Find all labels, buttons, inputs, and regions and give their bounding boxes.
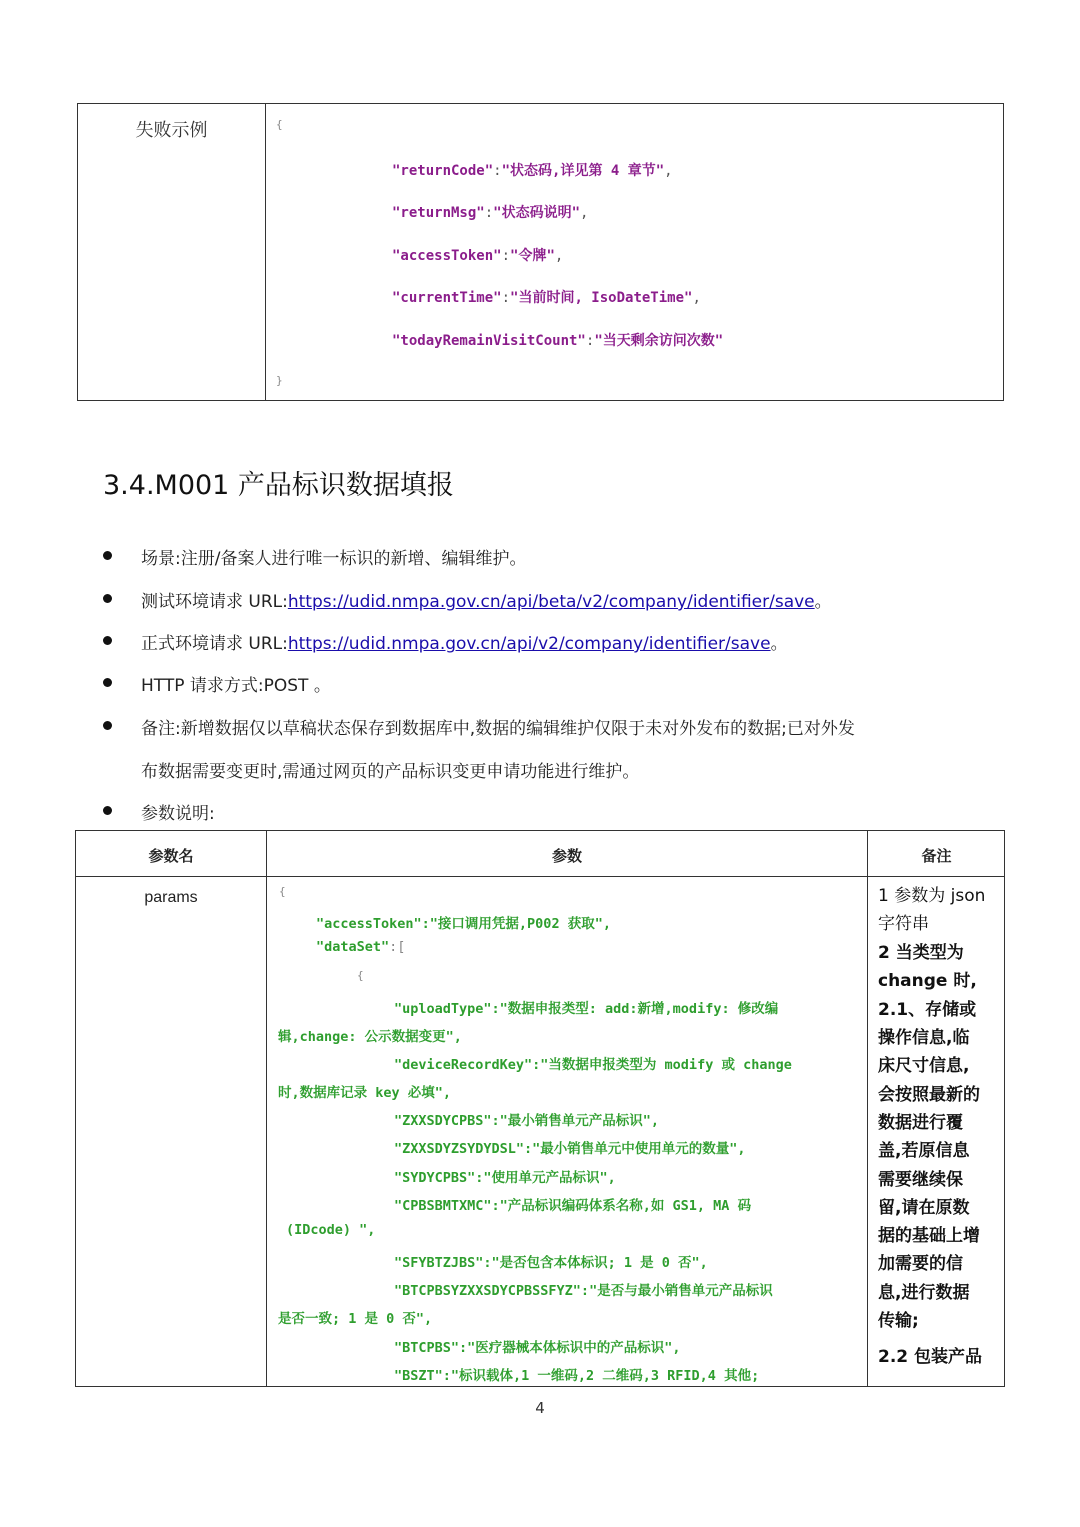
note-line: 息,进行数据 bbox=[878, 1283, 970, 1303]
bullet-remark-line2: 布数据需要变更时,需通过网页的产品标识变更申请功能进行维护。 bbox=[141, 762, 640, 782]
bullet-method: HTTP 请求方式:POST 。 bbox=[141, 676, 331, 696]
note-line: 留,请在原数 bbox=[878, 1198, 970, 1218]
code-device-record-key: "deviceRecordKey":"当数据申报类型为 modify 或 change bbox=[394, 1057, 792, 1073]
bullet-remark-line1: 备注:新增数据仅以草稿状态保存到数据库中,数据的编辑维护仅限于未对外发布的数据;已对外发 bbox=[141, 719, 855, 739]
note-line: 字符串 bbox=[878, 914, 929, 934]
note-line: 数据进行覆 bbox=[878, 1113, 963, 1133]
note-line: 会按照最新的 bbox=[878, 1085, 980, 1105]
bullet-dot bbox=[103, 721, 112, 730]
code-zxxsdycpbs: "ZXXSDYCPBS":"最小销售单元产品标识", bbox=[394, 1113, 660, 1129]
note-line: change 时, bbox=[878, 971, 977, 991]
header-param-name: 参数名 bbox=[148, 847, 194, 865]
code-inner-brace: { bbox=[357, 969, 364, 982]
page-number: 4 bbox=[535, 1399, 545, 1417]
code-btcpbs: "BTCPBS":"医疗器械本体标识中的产品标识", bbox=[394, 1340, 681, 1356]
bullet-params-intro: 参数说明: bbox=[141, 804, 215, 824]
json-line-currenttime: "currentTime":"当前时间, IsoDateTime", bbox=[392, 290, 701, 306]
failure-label-cell bbox=[78, 104, 266, 400]
failure-code-cell bbox=[266, 104, 1003, 400]
note-line: 2 当类型为 bbox=[878, 943, 964, 963]
close-brace: } bbox=[276, 374, 283, 387]
open-brace: { bbox=[276, 118, 283, 131]
bullet-scene: 场景:注册/备案人进行唯一标识的新增、编辑维护。 bbox=[141, 549, 527, 569]
note-line: 操作信息,临 bbox=[878, 1028, 970, 1048]
param-name-params: params bbox=[144, 889, 198, 906]
header-remark: 备注 bbox=[921, 847, 952, 865]
failure-label: 失败示例 bbox=[135, 120, 208, 141]
json-line-accesstoken: "accessToken":"令牌", bbox=[392, 248, 564, 264]
note-line: 据的基础上增 bbox=[878, 1226, 980, 1246]
note-line: 2.1、存储或 bbox=[878, 1000, 977, 1020]
code-zxxsdyzsydydsl: "ZXXSDYZSYDYDSL":"最小销售单元中使用单元的数量", bbox=[394, 1141, 746, 1157]
json-line-returnmsg: "returnMsg":"状态码说明", bbox=[392, 205, 589, 221]
bullet-dot bbox=[103, 636, 112, 645]
bullet-prod-url: 正式环境请求 URL:https://udid.nmpa.gov.cn/api/v2/company/identifier/save。 bbox=[141, 634, 788, 654]
code-cpbsbmtxmc: "CPBSBMTXMC":"产品标识编码体系名称,如 GS1, MA 码 bbox=[394, 1198, 752, 1214]
column-divider bbox=[266, 831, 267, 1386]
note-line: 床尺寸信息, bbox=[878, 1056, 970, 1076]
note-line: 2.2 包装产品 bbox=[878, 1347, 983, 1367]
header-param: 参数 bbox=[551, 847, 582, 865]
note-line: 盖,若原信息 bbox=[878, 1141, 970, 1161]
params-table bbox=[75, 830, 1005, 1387]
code-sydycpbs: "SYDYCPBS":"使用单元产品标识", bbox=[394, 1170, 616, 1186]
json-line-todayremain: "todayRemainVisitCount":"当天剩余访问次数" bbox=[392, 333, 724, 349]
column-divider bbox=[867, 831, 868, 1386]
note-line: 1 参数为 json bbox=[878, 886, 986, 906]
code-cpbsbmtxmc-cont: (IDcode) ", bbox=[286, 1222, 376, 1238]
section-heading: 3.4.M001 产品标识数据填报 bbox=[103, 470, 454, 501]
note-line: 加需要的信 bbox=[878, 1254, 963, 1274]
params-table-header bbox=[76, 831, 1004, 877]
failure-example-table bbox=[77, 103, 1004, 401]
note-line: 传输; bbox=[878, 1311, 919, 1331]
code-btcpbs-consistency-cont: 是否一致; 1 是 0 否", bbox=[278, 1311, 433, 1327]
code-sfybtzjbs: "SFYBTZJBS":"是否包含本体标识; 1 是 0 否", bbox=[394, 1255, 708, 1271]
note-line: 需要继续保 bbox=[878, 1170, 963, 1190]
bullet-dot bbox=[103, 551, 112, 560]
code-upload-type-cont: 辑,change: 公示数据变更", bbox=[278, 1029, 462, 1045]
bullet-test-url: 测试环境请求 URL:https://udid.nmpa.gov.cn/api/beta/v2/company/identifier/save。 bbox=[141, 592, 832, 612]
bullet-dot bbox=[103, 594, 112, 603]
code-dataset: "dataSet":[ bbox=[316, 939, 406, 955]
bullet-dot bbox=[103, 678, 112, 687]
test-url-link[interactable]: https://udid.nmpa.gov.cn/api/beta/v2/company/identifier/save bbox=[287, 592, 815, 612]
prod-url-link[interactable]: https://udid.nmpa.gov.cn/api/v2/company/identifier/save bbox=[287, 634, 771, 654]
code-bszt: "BSZT":"标识载体,1 一维码,2 二维码,3 RFID,4 其他; bbox=[394, 1368, 760, 1384]
json-line-returncode: "returnCode":"状态码,详见第 4 章节", bbox=[392, 163, 673, 179]
code-access-token: "accessToken":"接口调用凭据,P002 获取", bbox=[316, 916, 611, 932]
code-open-brace: { bbox=[279, 885, 286, 898]
code-device-record-key-cont: 时,数据库记录 key 必填", bbox=[278, 1085, 452, 1101]
bullet-dot bbox=[103, 806, 112, 815]
code-upload-type: "uploadType":"数据申报类型: add:新增,modify: 修改编 bbox=[394, 1001, 779, 1017]
code-btcpbs-consistency: "BTCPBSYZXXSDYCPBSSFYZ":"是否与最小销售单元产品标识 bbox=[394, 1283, 773, 1299]
